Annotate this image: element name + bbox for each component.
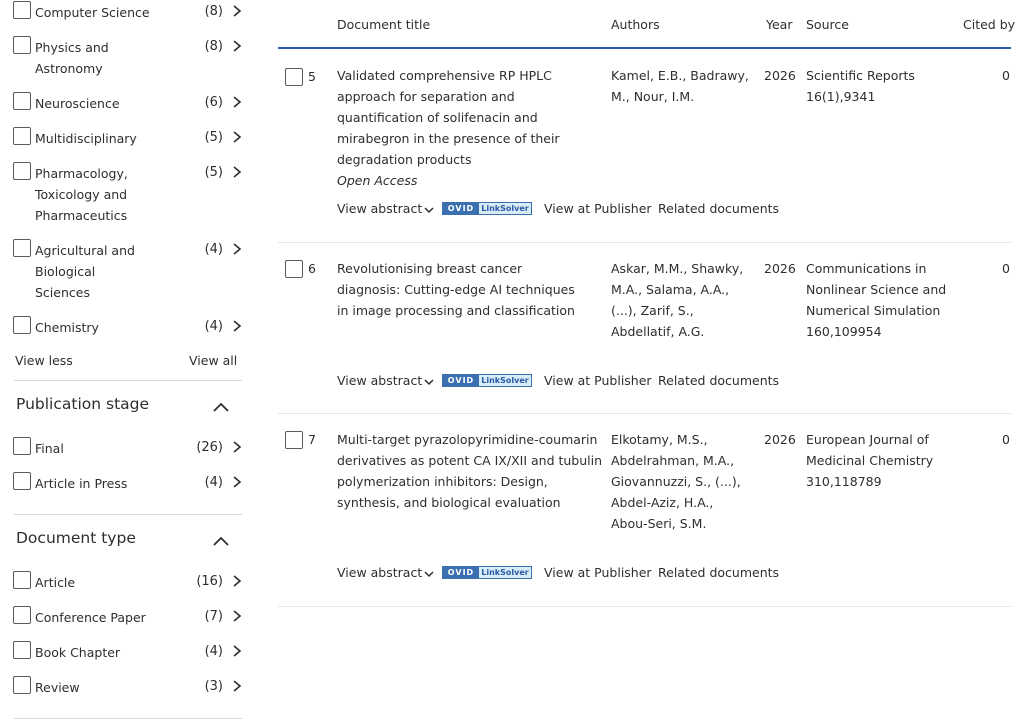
row-number: 5 (308, 69, 316, 84)
section-title-document-type: Document type (16, 529, 136, 547)
view-abstract-label: View abstract (337, 373, 423, 388)
checkbox[interactable] (13, 606, 31, 624)
source-link[interactable]: European Journal of Medicinal Chemistry 310,118789 (806, 432, 934, 489)
facet-count: (6) (204, 95, 223, 110)
divider (14, 718, 242, 719)
authors-list[interactable]: Kamel, E.B., Badrawy, M., Nour, I.M. (611, 68, 749, 104)
filter-sidebar (0, 0, 250, 723)
document-title[interactable]: Multi-target pyrazolopyrimidine-coumarin derivatives as potent CA IX/XII and tubulin polymerization inhibitors: Design, synthesis, and biological evaluation (337, 432, 603, 510)
chevron-right-icon[interactable] (232, 131, 242, 143)
chevron-up-icon[interactable] (212, 398, 230, 410)
view-abstract-button[interactable] (337, 565, 434, 580)
chevron-right-icon[interactable] (232, 645, 242, 657)
divider (14, 380, 242, 381)
document-title-link[interactable] (337, 258, 587, 321)
facet-count: (4) (204, 475, 223, 490)
checkbox[interactable] (13, 92, 31, 110)
chevron-down-icon (424, 206, 434, 214)
view-at-publisher-link[interactable]: View at Publisher (544, 201, 652, 216)
view-at-publisher-link[interactable]: View at Publisher (544, 373, 652, 388)
document-title[interactable]: Validated comprehensive RP HPLC approach for separation and quantification of solifenacin and mirabegron in the presence of their degradation products (337, 68, 560, 167)
column-header-authors[interactable]: Authors (611, 17, 660, 32)
facet-label: Agricultural and Biological Sciences (35, 243, 135, 300)
document-title-link[interactable] (337, 65, 599, 191)
view-abstract-label: View abstract (337, 565, 423, 580)
chevron-right-icon[interactable] (232, 40, 242, 52)
facet-label: Article in Press (35, 476, 128, 491)
chevron-right-icon[interactable] (232, 320, 242, 332)
facet-label: Multidisciplinary (35, 131, 137, 146)
checkbox[interactable] (13, 162, 31, 180)
row-number: 7 (308, 432, 316, 447)
ovid-linksolver-button[interactable]: OVID LinkSolver (442, 374, 532, 387)
row-divider (278, 413, 1011, 414)
view-all-link[interactable]: View all (189, 353, 238, 368)
facet-label: Computer Science (35, 5, 150, 20)
source-link[interactable]: Communications in Nonlinear Science and Numerical Simulation 160,109954 (806, 261, 947, 339)
authors-list[interactable]: Askar, M.M., Shawky, M.A., Salama, A.A., (...), Zarif, S., Abdellatif, A.G. (611, 261, 744, 339)
chevron-down-icon (424, 378, 434, 386)
facet-label: Chemistry (35, 320, 99, 335)
source-link[interactable]: Scientific Reports 16(1),9341 (806, 68, 915, 104)
ovid-linksolver-button[interactable]: OVID LinkSolver (442, 202, 532, 215)
column-header-source[interactable]: Source (806, 17, 849, 32)
checkbox[interactable] (13, 676, 31, 694)
chevron-right-icon[interactable] (232, 96, 242, 108)
column-header-cited-by[interactable]: Cited by (963, 17, 1016, 32)
document-title-link[interactable] (337, 429, 603, 513)
chevron-right-icon[interactable] (232, 610, 242, 622)
checkbox[interactable] (13, 571, 31, 589)
related-documents-link[interactable]: Related documents (658, 201, 780, 216)
header-rule (278, 47, 1011, 49)
chevron-right-icon[interactable] (232, 5, 242, 17)
related-documents-link[interactable]: Related documents (658, 373, 780, 388)
view-at-publisher-link[interactable]: View at Publisher (544, 565, 652, 580)
checkbox[interactable] (13, 36, 31, 54)
facet-count: (26) (196, 440, 223, 455)
row-checkbox[interactable] (285, 431, 303, 449)
facet-label: Final (35, 441, 64, 456)
row-checkbox[interactable] (285, 260, 303, 278)
view-less-link[interactable]: View less (15, 353, 73, 368)
view-abstract-label: View abstract (337, 201, 423, 216)
checkbox[interactable] (13, 437, 31, 455)
ovid-linksolver-button[interactable]: OVID LinkSolver (442, 566, 532, 579)
chevron-right-icon[interactable] (232, 476, 242, 488)
chevron-right-icon[interactable] (232, 166, 242, 178)
year: 2026 (764, 68, 796, 83)
facet-label: Neuroscience (35, 96, 120, 111)
year: 2026 (764, 261, 796, 276)
open-access-label: Open Access (337, 173, 418, 188)
row-number: 6 (308, 261, 316, 276)
related-documents-link[interactable]: Related documents (658, 565, 780, 580)
year: 2026 (764, 432, 796, 447)
checkbox[interactable] (13, 1, 31, 19)
chevron-up-icon[interactable] (212, 532, 230, 544)
facet-count: (4) (204, 242, 223, 257)
cited-by-count[interactable]: 0 (1002, 432, 1010, 447)
document-title[interactable]: Revolutionising breast cancer diagnosis: Cutting-edge AI techniques in image processing and classification (337, 261, 575, 318)
checkbox[interactable] (13, 127, 31, 145)
facet-count: (4) (204, 644, 223, 659)
row-divider (278, 606, 1011, 607)
authors-list[interactable]: Elkotamy, M.S., Abdelrahman, M.A., Giovannuzzi, S., (...), Abdel-Aziz, H.A., Abou-Seri, S.M. (611, 432, 741, 531)
row-checkbox[interactable] (285, 68, 303, 86)
cited-by-count[interactable]: 0 (1002, 261, 1010, 276)
results-table (278, 0, 1024, 723)
facet-label: Book Chapter (35, 645, 121, 660)
column-header-year[interactable]: Year (766, 17, 793, 32)
cited-by-count[interactable]: 0 (1002, 68, 1010, 83)
facet-count: (16) (196, 574, 223, 589)
facet-count: (4) (204, 319, 223, 334)
chevron-down-icon (424, 570, 434, 578)
facet-label: Pharmacology, Toxicology and Pharmaceutics (35, 166, 128, 223)
chevron-right-icon[interactable] (232, 575, 242, 587)
checkbox[interactable] (13, 316, 31, 334)
facet-count: (3) (204, 679, 223, 694)
view-abstract-button[interactable] (337, 201, 434, 216)
facet-count: (8) (204, 39, 223, 54)
row-divider (278, 242, 1011, 243)
facet-count: (8) (204, 4, 223, 19)
view-abstract-button[interactable] (337, 373, 434, 388)
chevron-right-icon[interactable] (232, 441, 242, 453)
divider (14, 514, 242, 515)
facet-label: Physics and Astronomy (35, 40, 109, 76)
section-title-publication-stage: Publication stage (16, 395, 150, 413)
chevron-right-icon[interactable] (232, 680, 242, 692)
facet-label: Conference Paper (35, 610, 146, 625)
checkbox[interactable] (13, 239, 31, 257)
facet-label: Review (35, 680, 80, 695)
facet-count: (5) (204, 130, 223, 145)
chevron-right-icon[interactable] (232, 243, 242, 255)
column-header-title[interactable]: Document title (337, 17, 431, 32)
facet-count: (5) (204, 165, 223, 180)
facet-count: (7) (204, 609, 223, 624)
facet-label: Article (35, 575, 76, 590)
checkbox[interactable] (13, 641, 31, 659)
checkbox[interactable] (13, 472, 31, 490)
